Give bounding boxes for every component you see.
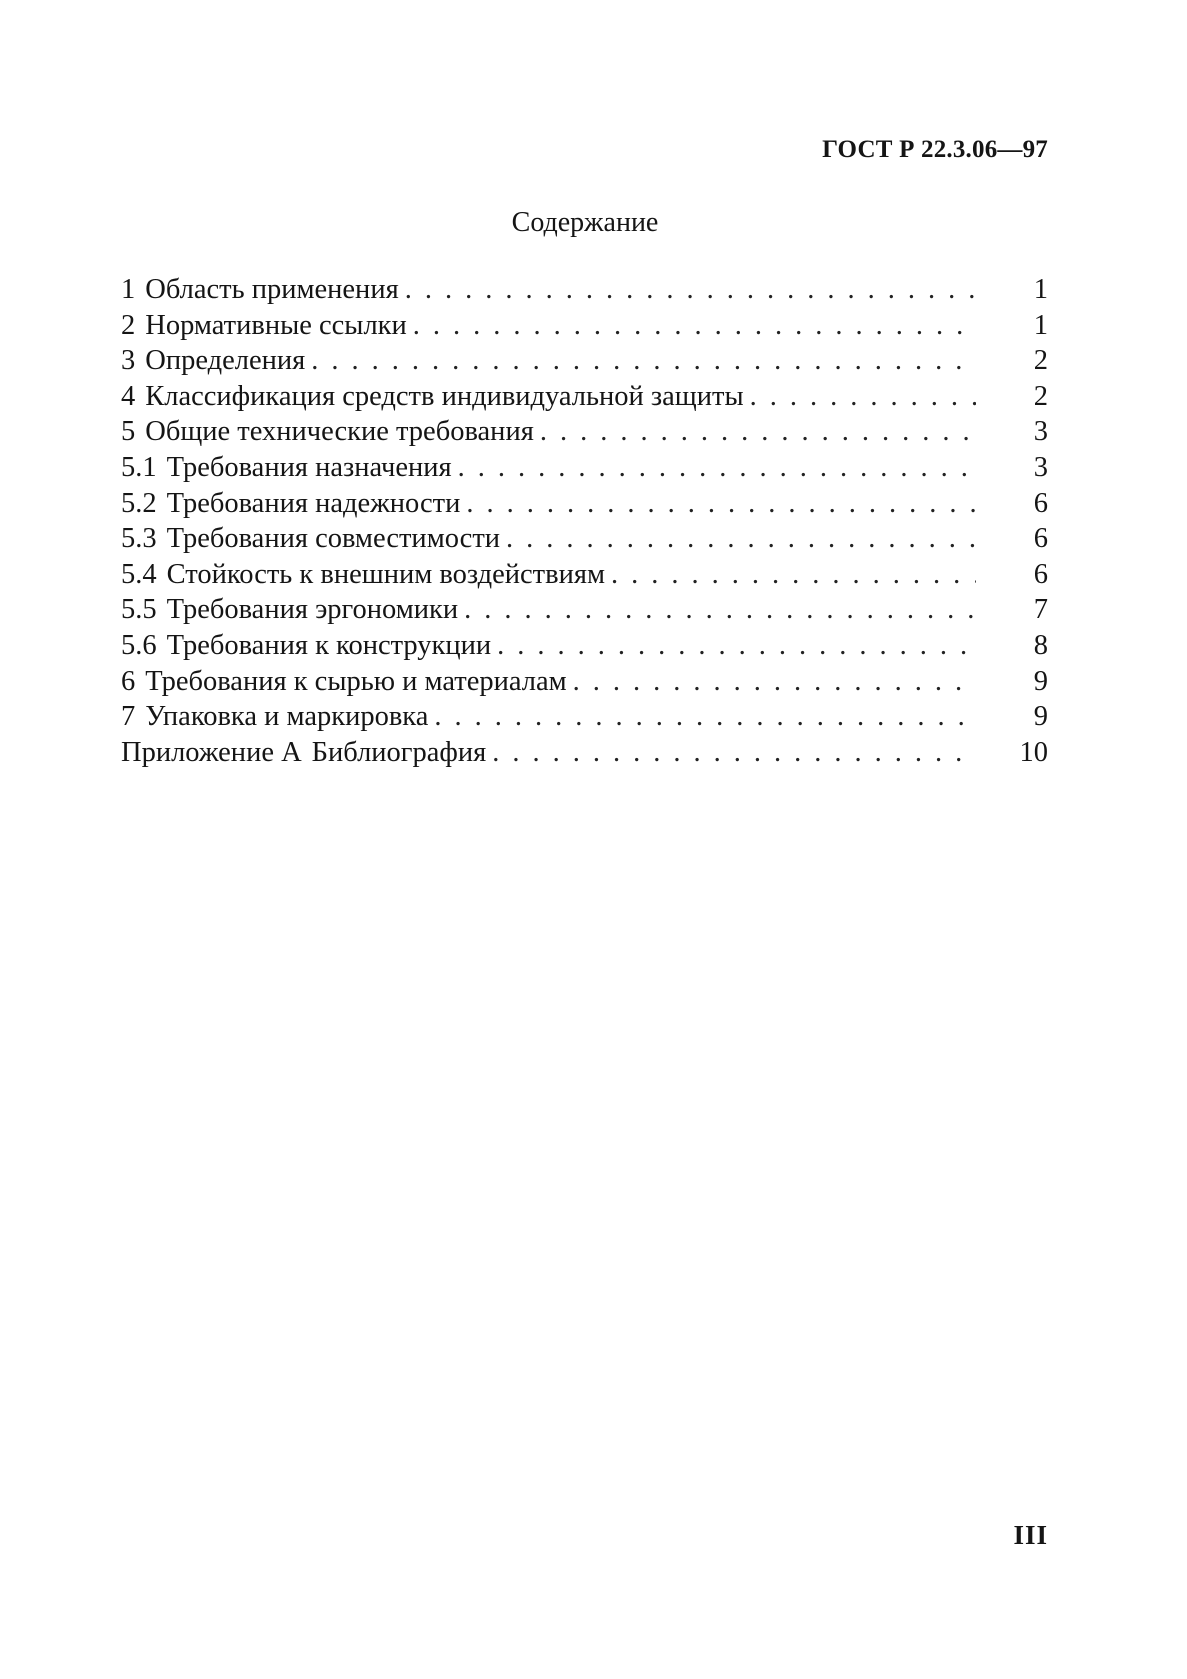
toc-entry-number: 5.4: [121, 558, 157, 590]
toc-entry-page: 10: [1019, 736, 1048, 768]
toc-entry-number: 4: [121, 380, 136, 412]
toc-entry: [121, 735, 1048, 771]
toc-entry-page: 9: [1033, 701, 1048, 733]
toc-entry: [121, 343, 1048, 379]
toc-entry-page: 6: [1033, 523, 1048, 555]
toc-entry-number: 5.5: [121, 594, 157, 626]
toc-entry-title: Требования совместимости: [166, 523, 501, 555]
toc-entry-title: Требования к конструкции: [166, 629, 492, 661]
toc-entry-number: 5.1: [121, 451, 157, 483]
toc-entry-title: Классификация средств индивидуальной защиты: [145, 380, 744, 412]
toc-entry-title: Определения: [145, 345, 306, 377]
page-number: III: [1013, 1520, 1048, 1550]
toc-entry-page: 1: [1033, 274, 1048, 305]
toc-entry-page: 8: [1033, 629, 1048, 661]
toc-entry-page: 3: [1033, 451, 1048, 483]
toc-entry: [121, 272, 1048, 308]
toc-entry-page: 1: [1033, 309, 1048, 341]
toc-entry: [121, 486, 1048, 522]
toc-entry-number: 6: [121, 665, 136, 697]
toc-entry: [121, 521, 1048, 557]
toc-entry-number: 5.3: [121, 523, 157, 555]
toc-entry: [121, 308, 1048, 344]
toc-entry: [121, 664, 1048, 700]
toc-title: Содержание: [511, 207, 659, 238]
toc-dot-leader: [744, 379, 976, 415]
toc-dot-leader: [460, 486, 976, 522]
toc-entry-title: Требования к сырью и материалам: [145, 665, 567, 697]
toc-dot-leader: [399, 272, 976, 308]
toc-dot-leader: [458, 592, 976, 628]
toc-dot-leader: [491, 628, 976, 664]
toc-entry-number: 5: [121, 416, 136, 448]
toc-dot-leader: [486, 735, 976, 771]
toc-entry-page: 7: [1033, 594, 1048, 626]
toc-entry-page: 6: [1033, 558, 1048, 590]
toc-entry: [121, 699, 1048, 735]
toc-entry: [121, 557, 1048, 593]
toc-entry: [121, 450, 1048, 486]
toc-entry-title: Библиография: [311, 736, 487, 768]
table-of-contents: [121, 272, 1048, 770]
toc-entry-number: 2: [121, 309, 136, 341]
toc-entry-page: 9: [1033, 665, 1048, 697]
toc-entry-page: 6: [1033, 487, 1048, 519]
toc-dot-leader: [567, 664, 976, 700]
toc-entry-title: Требования эргономики: [166, 594, 459, 626]
toc-dot-leader: [305, 343, 976, 379]
toc-dot-leader: [534, 414, 976, 450]
toc-entry-title: Стойкость к внешним воздействиям: [166, 558, 605, 590]
toc-entry-title: Общие технические требования: [145, 416, 534, 448]
toc-entry: [121, 414, 1048, 450]
toc-entry-title: Область применения: [145, 274, 399, 305]
toc-entry: [121, 628, 1048, 664]
toc-dot-leader: [407, 308, 976, 344]
document-code: ГОСТ Р 22.3.06—97: [822, 136, 1048, 163]
toc-entry-number: 5.6: [121, 629, 157, 661]
toc-entry-number: 3: [121, 345, 136, 377]
toc-dot-leader: [605, 557, 976, 593]
toc-entry-title: Упаковка и маркировка: [145, 701, 429, 733]
toc-entry-number: 1: [121, 274, 136, 305]
toc-entry-number: 5.2: [121, 487, 157, 519]
toc-entry-page: 2: [1033, 380, 1048, 412]
toc-entry-title: Требования назначения: [166, 451, 452, 483]
toc-entry-title: Нормативные ссылки: [145, 309, 407, 341]
toc-entry-number: 7: [121, 701, 136, 733]
toc-entry-title: Требования надежности: [166, 487, 461, 519]
toc-entry-page: 2: [1033, 345, 1048, 377]
toc-entry-number: Приложение А: [121, 736, 302, 768]
toc-entry: [121, 379, 1048, 415]
toc-dot-leader: [452, 450, 976, 486]
toc-dot-leader: [500, 521, 976, 557]
toc-entry-page: 3: [1033, 416, 1048, 448]
toc-entry: [121, 592, 1048, 628]
toc-dot-leader: [428, 699, 976, 735]
